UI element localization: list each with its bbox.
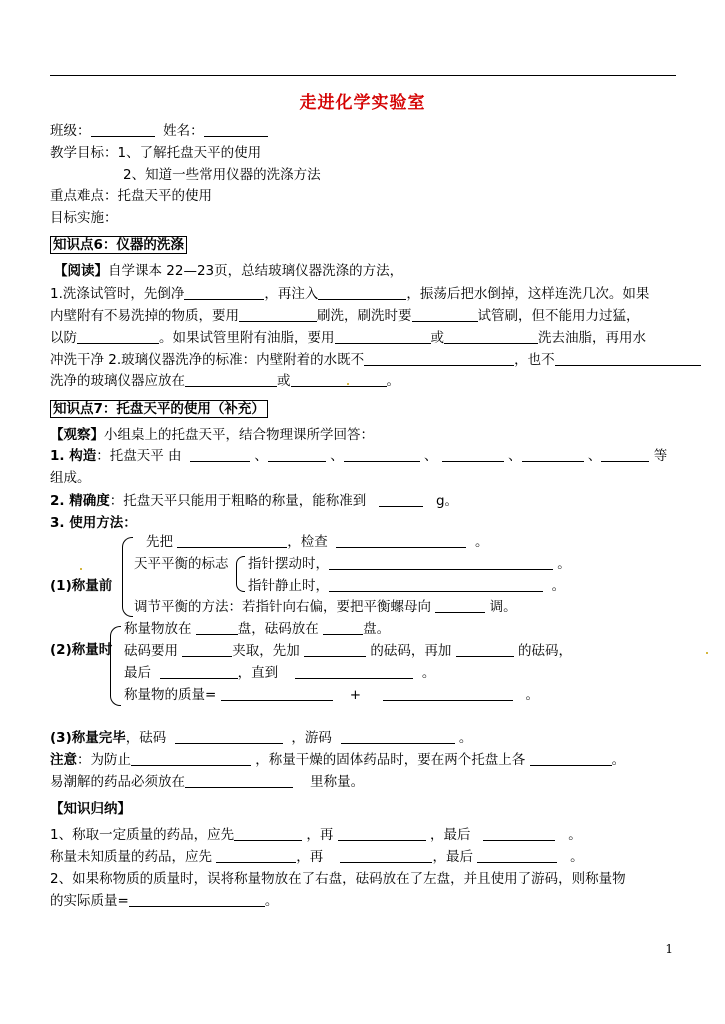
blank[interactable] xyxy=(379,492,423,507)
key-label: 重点难点： xyxy=(50,188,118,204)
text: 称量物的质量= xyxy=(124,687,217,703)
wash-line-3 xyxy=(50,329,646,347)
sep: 、 xyxy=(508,448,522,464)
blank[interactable] xyxy=(175,729,283,744)
page-number: 1 xyxy=(665,942,673,956)
text: 称量未知质量的药品，应先 xyxy=(50,849,212,865)
text: + xyxy=(349,687,362,703)
blank[interactable] xyxy=(190,447,250,462)
blank[interactable] xyxy=(160,664,238,679)
observe-line xyxy=(50,426,374,444)
text: ：为防止 xyxy=(77,752,131,768)
method-heading: 3. 使用方法： xyxy=(50,515,137,531)
structure-line xyxy=(50,447,667,465)
blank[interactable] xyxy=(295,664,413,679)
text: 洗净的玻璃仪器应放在 xyxy=(50,373,185,389)
text: 易潮解的药品必须放在 xyxy=(50,774,185,790)
before-line-2 xyxy=(248,555,571,573)
summary-line-1 xyxy=(50,826,582,844)
text: 洗去油脂，再用水 xyxy=(538,330,646,346)
blank[interactable] xyxy=(338,826,426,841)
text: 的实际质量= xyxy=(50,893,129,909)
text: 1、称取一定质量的药品，应先 xyxy=(50,827,235,843)
speck xyxy=(347,383,349,385)
blank[interactable] xyxy=(216,848,296,863)
summary-heading: 【知识归纳】 xyxy=(50,801,131,817)
speck xyxy=(80,568,82,570)
text: 盘。 xyxy=(363,621,391,637)
wash-line-2 xyxy=(50,307,640,325)
blank[interactable] xyxy=(601,447,649,462)
read-text: 自学课本 22—23页，总结玻璃仪器洗涤的方法， xyxy=(108,263,404,279)
blank[interactable] xyxy=(323,620,363,635)
during-line-4 xyxy=(124,686,539,704)
text: ，检查 xyxy=(287,534,328,550)
text: 。 xyxy=(458,730,473,746)
text: 或 xyxy=(277,373,291,389)
blank[interactable] xyxy=(340,848,432,863)
implement-label: 目标实施： xyxy=(50,210,118,226)
blank[interactable] xyxy=(442,447,504,462)
text: 以防 xyxy=(50,330,77,346)
text: ，最后 xyxy=(432,849,473,865)
blank[interactable] xyxy=(185,773,293,788)
blank[interactable] xyxy=(234,826,302,841)
precision-line xyxy=(50,492,458,510)
text: 。 xyxy=(570,849,584,865)
section6-heading-line xyxy=(50,236,187,254)
blank[interactable] xyxy=(182,642,232,657)
note-label: 注意 xyxy=(50,752,77,768)
text: 或 xyxy=(430,330,444,346)
blank[interactable] xyxy=(412,307,478,322)
class-blank[interactable] xyxy=(91,122,155,137)
text: 。 xyxy=(474,534,489,550)
text: 最后 xyxy=(124,665,151,681)
observe-text: 小组桌上的托盘天平，结合物理课所学回答： xyxy=(104,427,374,443)
during-line-2 xyxy=(124,642,572,660)
sep: 、 xyxy=(587,448,602,464)
blank[interactable] xyxy=(336,533,466,548)
wash-line-1 xyxy=(50,285,649,303)
text: 指针摆动时， xyxy=(248,556,329,572)
read-tag: 【阅读】 xyxy=(54,263,108,279)
before-line-4 xyxy=(134,598,517,616)
blank[interactable] xyxy=(329,577,543,592)
blank[interactable] xyxy=(456,642,514,657)
after-line xyxy=(50,729,472,747)
name-label: 姓名： xyxy=(163,123,204,139)
blank[interactable] xyxy=(383,686,513,701)
text: 砝码要用 xyxy=(124,643,178,659)
goal-line-1 xyxy=(50,144,261,162)
text: 。如果试管里附有油脂，要用 xyxy=(159,330,335,346)
text: 冲洗干净 2.玻璃仪器洗净的标准：内壁附着的水既不 xyxy=(50,352,365,368)
text: ，再 xyxy=(306,827,334,843)
text: ，最后 xyxy=(429,827,471,843)
note-line-2 xyxy=(50,773,364,791)
before-line-1 xyxy=(146,533,488,551)
during-label: (2)称量时 xyxy=(50,642,113,658)
text: ，也不 xyxy=(514,352,555,368)
text: 夹取，先加 xyxy=(232,643,300,659)
blank[interactable] xyxy=(335,329,431,344)
text: ，振荡后把水倒掉，这样连洗几次。如果 xyxy=(406,286,650,302)
during-line-3 xyxy=(124,664,435,682)
speck xyxy=(706,652,708,654)
blank[interactable] xyxy=(196,620,238,635)
summary-line-3: 2、如果称物质的质量时，误将称量物放在了右盘，砝码放在了左盘，并且使用了游码，则称量物 xyxy=(50,871,626,887)
summary-line-2 xyxy=(50,848,584,866)
text: 调。 xyxy=(489,599,517,615)
text: 盘，砝码放在 xyxy=(237,621,319,637)
blank[interactable] xyxy=(291,372,387,387)
wash-line-5 xyxy=(50,372,400,390)
summary-line-4 xyxy=(50,892,278,910)
sep: 、 xyxy=(330,448,344,464)
blank[interactable] xyxy=(477,848,557,863)
text: 指针静止时， xyxy=(248,578,329,594)
text: ，砝码 xyxy=(125,730,167,746)
goal-label: 教学目标： xyxy=(50,145,118,161)
text: 称量物放在 xyxy=(124,621,192,637)
text: g。 xyxy=(435,493,459,509)
text: 。 xyxy=(557,556,571,572)
blank[interactable] xyxy=(318,285,406,300)
text: ，称量干燥的固体药品时，要在两个托盘上各 xyxy=(255,752,526,768)
wash-line-4 xyxy=(50,351,701,369)
section7-heading-line xyxy=(50,400,268,418)
before-brace xyxy=(122,537,133,617)
blank[interactable] xyxy=(522,447,584,462)
structure-end: 组成。 xyxy=(50,470,91,486)
sep: 、 xyxy=(254,448,268,464)
balance-brace xyxy=(236,556,245,592)
text: 调节平衡的方法：若指针向右偏，要把平衡螺母向 xyxy=(134,599,431,615)
key-text: 托盘天平的使用 xyxy=(117,188,212,204)
before-label: (1)称量前 xyxy=(50,578,113,594)
text: ，游码 xyxy=(291,730,332,746)
text: ，再注入 xyxy=(264,286,319,302)
observe-tag: 【观察】 xyxy=(50,427,104,443)
top-rule xyxy=(50,75,676,76)
blank[interactable] xyxy=(131,751,251,766)
text: 先把 xyxy=(146,534,173,550)
page-title: 走进化学实验室 xyxy=(299,93,426,113)
blank[interactable] xyxy=(77,329,159,344)
class-name-line xyxy=(50,122,268,140)
text: ：托盘天平 由 xyxy=(96,448,182,464)
during-line-1 xyxy=(124,620,390,638)
text: ，再 xyxy=(296,849,324,865)
text: ：托盘天平只能用于粗略的称量，能称准到 xyxy=(109,493,367,509)
key-line xyxy=(50,187,212,205)
text: 。 xyxy=(568,827,582,843)
after-label: (3)称量完毕 xyxy=(50,730,126,746)
text: 内壁附有不易洗掉的物质，要用 xyxy=(50,308,239,324)
blank[interactable] xyxy=(364,351,514,366)
text: 。 xyxy=(611,752,626,768)
read-line xyxy=(54,262,403,280)
text: 。 xyxy=(264,893,279,909)
text: 。 xyxy=(421,665,436,681)
class-label: 班级： xyxy=(50,123,91,139)
blank[interactable] xyxy=(221,686,333,701)
blank[interactable] xyxy=(185,372,277,387)
blank[interactable] xyxy=(555,351,701,366)
text: 1.洗涤试管时，先倒净 xyxy=(50,286,185,302)
text: 等 xyxy=(653,448,668,464)
text: 。 xyxy=(386,373,400,389)
blank[interactable] xyxy=(268,447,326,462)
before-line-3 xyxy=(248,577,565,595)
blank[interactable] xyxy=(239,307,317,322)
goal-1: 1、了解托盘天平的使用 xyxy=(117,145,262,161)
text: 里称量。 xyxy=(310,774,365,790)
blank[interactable] xyxy=(129,892,265,907)
text: 试管刷，但不能用力过猛， xyxy=(477,308,640,324)
blank[interactable] xyxy=(530,751,612,766)
blank[interactable] xyxy=(177,533,287,548)
blank[interactable] xyxy=(344,447,420,462)
blank[interactable] xyxy=(184,285,264,300)
name-blank[interactable] xyxy=(204,122,268,137)
goal-line-2: 2、知道一些常用仪器的洗涤方法 xyxy=(123,167,321,183)
sep: 、 xyxy=(424,448,438,464)
text: 。 xyxy=(551,578,566,594)
blank[interactable] xyxy=(304,642,366,657)
text: ，直到 xyxy=(237,665,279,681)
text: 的砝码，再加 xyxy=(370,643,452,659)
blank[interactable] xyxy=(435,598,485,613)
blank[interactable] xyxy=(483,826,555,841)
section7-heading: 知识点7：托盘天平的使用（补充） xyxy=(50,400,268,418)
note-line-1 xyxy=(50,751,625,769)
text: 。 xyxy=(525,687,539,703)
blank[interactable] xyxy=(444,329,538,344)
precision-label: 2. 精确度 xyxy=(50,493,110,509)
blank[interactable] xyxy=(341,729,455,744)
during-brace xyxy=(110,626,121,706)
blank[interactable] xyxy=(329,555,553,570)
text: 的砝码， xyxy=(517,643,572,659)
balance-sign-label: 天平平衡的标志 xyxy=(134,556,229,572)
text: 刷洗，刷洗时要 xyxy=(317,308,412,324)
section6-heading: 知识点6：仪器的洗涤 xyxy=(50,236,187,254)
structure-label: 1. 构造 xyxy=(50,448,97,464)
